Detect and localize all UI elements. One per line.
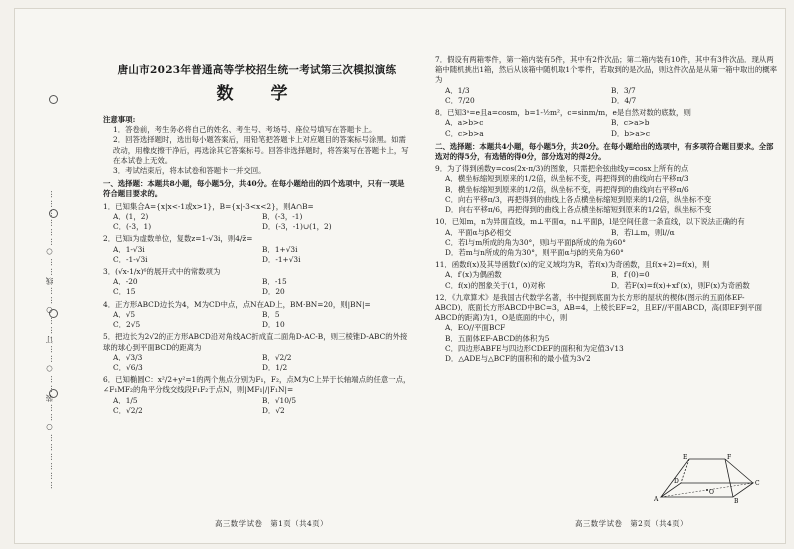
question-stem: 2．已知i为虚数单位，复数z=1-√3i，则4/z̄= xyxy=(103,234,253,244)
option: D．向右平移π/6，再把得到的曲线上各点横坐标缩短到原来的1/2倍，纵坐标不变 xyxy=(445,205,712,215)
label-A: A xyxy=(654,496,659,503)
question-stem: 11．函数f(x)及其导函数f′(x)的定义域均为R，若f(x)为奇函数，且f(x+2)=f(x)，则 xyxy=(435,260,710,270)
footer-page-1: 高三数学试卷 第1页（共4页） xyxy=(215,519,328,528)
label-O: O xyxy=(709,489,714,496)
option: B．f′(0)=0 xyxy=(611,270,650,280)
question-12 xyxy=(435,293,777,365)
question-4 xyxy=(103,300,411,331)
option: C．f(x)的图象关于(1，0)对称 xyxy=(445,280,546,290)
exam-sheet xyxy=(14,8,786,544)
option: A．1/5 xyxy=(113,395,138,405)
option: B．1+√3i xyxy=(262,244,298,254)
question-11 xyxy=(435,260,777,291)
option: C．若l与m所成的角为30°，则l与平面β所成的角为60° xyxy=(445,237,626,247)
option: A．√3/3 xyxy=(113,352,143,362)
question-1 xyxy=(103,202,411,233)
option: C．-1-√3i xyxy=(113,254,148,264)
option: C．向右平移π/3，再把得到的曲线上各点横坐标缩短到原来的1/2倍，纵坐标不变 xyxy=(445,194,712,204)
question-stem: 7．假设有两箱零件，第一箱内装有5件，其中有2件次品；第二箱内装有10件，其中有3件次品．现从两箱中随机挑出1箱，然后从该箱中随机取1个零件，若取到的是次品，则这件次品是从第一箱中取出的概率为 xyxy=(435,55,777,85)
option: C．c>b>a xyxy=(445,128,484,138)
question-2 xyxy=(103,234,411,265)
option: B．横坐标缩短到原来的1/2倍，纵坐标不变，再把得到的曲线向右平移π/6 xyxy=(445,184,689,194)
question-9 xyxy=(435,164,777,215)
option: D．√2 xyxy=(262,405,285,415)
binding-line-text: ………………○……装……○……订……○……线……○……………… xyxy=(45,188,54,489)
exam-subject: 数 学 xyxy=(216,84,298,105)
question-stem: 1．已知集合A={x|x<-1或x>1}，B={x|-3<x<2}，则A∩B= xyxy=(103,201,314,211)
option: D．△ADE与△BCF的面积和的最小值为3√2 xyxy=(445,354,591,364)
option: B．-15 xyxy=(262,277,287,287)
option: A．1/3 xyxy=(445,85,470,95)
question-stem: 5．把边长为2√2的正方形ABCD沿对角线AC折成直二面角D-AC-B，则三棱锥D-ABC的外接球的球心到平面BCD的距离为 xyxy=(103,332,408,352)
option: A．-20 xyxy=(113,277,138,287)
label-B: B xyxy=(734,498,739,503)
page-2 xyxy=(435,53,777,364)
option: C．7/20 xyxy=(445,95,475,105)
question-5 xyxy=(103,332,411,373)
option: C．四边形ABFE与四边形CDEF的面积和为定值3√13 xyxy=(445,343,624,353)
option: A．横坐标缩短到原来的1/2倍，纵坐标不变，再把得到的曲线向右平移π/3 xyxy=(445,174,689,184)
wedge-figure xyxy=(651,453,763,503)
binding-margin xyxy=(15,9,101,543)
option: B．√10/5 xyxy=(262,395,297,405)
question-7 xyxy=(435,55,777,106)
option: A．a>b>c xyxy=(445,118,484,128)
question-stem: 12．《九章算术》是我国古代数学名著，书中提到底面为长方形的屋状的楔体(图示的五面体EF-ABCD)．底面长方形ABCD中BC=3，AB=4，上棱长EF=2，且EF//平面ABCD，高(即EF到平面ABCD的距离)为1，O是底面的中心，则 xyxy=(435,292,763,323)
note-item: 2．回答选择题时，选出每小题答案后，用铅笔把答题卡上对应题目的答案标号涂黑。如需改动，用橡皮擦干净后，再选涂其它答案标号。回答非选择题时，将答案写在答题卡上，写在本试卷上无效。 xyxy=(113,135,409,165)
option: A．√5 xyxy=(113,309,136,319)
option: D．若m与n所成的角为30°，则平面α与β的夹角为60° xyxy=(445,247,624,257)
question-stem: 9．为了得到函数y=cos(2x-π/3)的图象，只需把余弦曲线y=cosx上所有的点 xyxy=(435,164,689,174)
option: B．5 xyxy=(262,309,280,319)
section-2-heading: 二、选择题：本题共4小题，每小题5分，共20分。在每小题给出的选项中，有多项符合题目要求。全部选对的得5分，有选错的得0分，部分选对的得2分。 xyxy=(435,141,774,161)
question-10 xyxy=(435,217,777,258)
option: D．1/2 xyxy=(262,362,288,372)
question-stem: 10．已知m，n为异面直线，m⊥平面α，n⊥平面β，l是空间任意一条直线，以下说法正确的有 xyxy=(435,217,745,227)
label-C: C xyxy=(755,480,760,487)
option: C．√2/2 xyxy=(113,405,143,415)
question-stem: 6．已知椭圆C：x²/2+y²=1的两个焦点分别为F₁，F₂，点M为C上异于长轴端点的任意一点，∠F₁MF₂的角平分线交线段F₁F₂于点N，则|MF₁|/|F₁N|= xyxy=(103,375,411,395)
question-3 xyxy=(103,267,411,298)
option: D．20 xyxy=(262,287,285,297)
option: B．若l⊥m，则l//α xyxy=(611,227,675,237)
label-E: E xyxy=(683,454,688,461)
notes-heading: 注意事项: xyxy=(103,114,136,124)
question-stem: 3．(√x-1/x)⁶的展开式中的常数项为 xyxy=(103,267,221,276)
question-6 xyxy=(103,375,411,416)
question-8 xyxy=(435,108,777,139)
page-1 xyxy=(103,9,411,416)
option: C．15 xyxy=(113,287,136,297)
note-item: 3．考试结束后，将本试卷和答题卡一并交回。 xyxy=(113,166,266,176)
option: A．平面α与β必相交 xyxy=(445,227,512,237)
figure-edge xyxy=(681,459,689,483)
footer-page-2: 高三数学试卷 第2页（共4页） xyxy=(575,519,688,528)
option: C．(-3，1) xyxy=(113,222,152,232)
option: B．c>a>b xyxy=(611,118,650,128)
question-stem: 8．已知3ᵃ=e且a=cosm，b=1-½m²，c=sinm/m，e是自然对数的底数，则 xyxy=(435,108,691,118)
option: A．1-√3i xyxy=(113,244,145,254)
option: C．2√5 xyxy=(113,320,141,330)
label-F: F xyxy=(727,454,732,461)
option: A．EO//平面BCF xyxy=(445,323,506,333)
option: B．五面体EF-ABCD的体积为5 xyxy=(445,333,550,343)
option: D．(-3，-1)∪(1，2) xyxy=(262,222,332,232)
note-item: 1．答卷前，考生务必将自己的姓名、考生号、考场号、座位号填写在答题卡上。 xyxy=(113,125,377,135)
section-1-heading: 一、选择题：本题共8小题，每小题5分，共40分。在每小题给出的四个选项中，只有一项是符合题目要求的。 xyxy=(103,179,405,199)
option: D．b>a>c xyxy=(611,128,650,138)
option: B．3/7 xyxy=(611,85,636,95)
option: B．√2/2 xyxy=(262,352,292,362)
option: B．(-3，-1) xyxy=(262,211,303,221)
label-D: D xyxy=(674,478,679,485)
option: D．-1+√3i xyxy=(262,254,301,264)
option: D．4/7 xyxy=(611,95,637,105)
question-stem: 4．正方形ABCD边长为4，M为CD中点，点N在AD上，BM·BN=20，则|BN|= xyxy=(103,299,371,309)
option: A．(1，2) xyxy=(113,211,149,221)
option: D．10 xyxy=(262,320,285,330)
exam-title: 唐山市2023年普通高等学校招生统一考试第三次模拟演练 xyxy=(117,64,397,76)
figure-center-point xyxy=(706,489,708,491)
option: C．√6/3 xyxy=(113,362,143,372)
option: A．f′(x)为偶函数 xyxy=(445,270,502,280)
option: D．若F(x)=f(x)+xf′(x)，则F(x)为奇函数 xyxy=(611,280,750,290)
